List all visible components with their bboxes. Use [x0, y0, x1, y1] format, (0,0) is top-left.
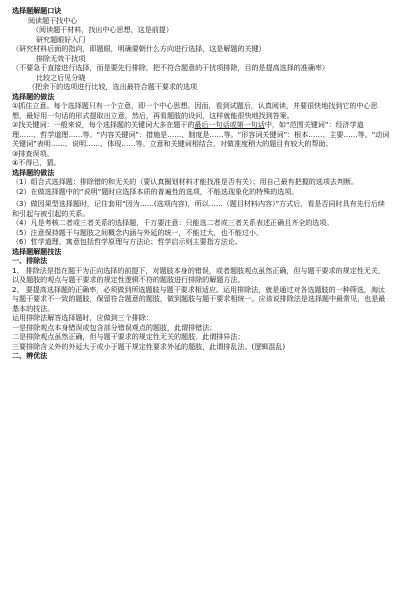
mnemonic-line-1: 阅读题干找中心 [28, 15, 78, 25]
section-heading-2: 选择题的做法 [12, 167, 55, 177]
mnemonic-note-2: （研究材料后面的指向，即题眼，明确要朝什么方向进行选择，这是解题的关键） [12, 44, 266, 53]
method-paragraph-3: ③排查误项。 [12, 148, 54, 158]
exclusion-paragraph-1: 1、 排除法是指在题干为正向选择的前提下，对题肢本身的错误，或者题肢观点虽然正确，但与题干要求的规定性无关，以及题肢的观点与题干要求的规定性逻辑不符的题肢进行排除的解题方法。 [12, 265, 385, 284]
tip-3: （3）做因果型选择题时，记住套用“因为……(选项内容)，所以……（题目材料内容）”方式后，看是否同时具有先行后续和引起与被引起的关系。 [12, 199, 385, 218]
mnemonic-line-2: 研究题眼好入门 [36, 34, 86, 44]
exclusion-paragraph-2: 2、 要提高选择题的正确率，必须做到所选题肢与题干要求相适应。运用排除法，就是通过对各选题肢的一种筛选，淘汰与题干要求不一致的题肢，保留符合题意的题肢，做到题肢与题干要求相统一。应该说排除法是选择题中最常见，也是最基本的技法。 [12, 284, 386, 313]
tip-2: （2）在做选择题中的“说明”题时应选择本质的普遍性的选项，不能选现象化的特殊的选项。 [12, 186, 299, 196]
exclusion-intro: 运用排除法解答选择题时，应做到三个排除： [12, 313, 153, 322]
section-heading-3: 选择题解题技法 [12, 246, 62, 256]
method-paragraph-1: ①抓住立意。每个选择题只有一个立意，即一个中心思想。因而，看到试题后，认真阅读，并要很快地找到它的中心思想，最好用一句话的形式提取出立意，然后，再看题肢的设问，这样就能很快地找到答案。 [12, 101, 378, 120]
tip-4: （4）凡是考核二者或三者关系的选择题，千万要注意：只能选二者或三者关系表述正确且齐全的选项。 [12, 218, 334, 227]
tip-6: （6）哲学道理、寓意包括哲学原理与方法论；哲学启示则主要指方法论。 [12, 237, 242, 246]
subheading-discrimination: 二、辨优法 [12, 351, 48, 360]
mnemonic-note-4: （把余下的选项进行比较，选出最符合题干要求的选项 [28, 82, 198, 91]
method-paragraph-2-underlined: 最后一句话或第一句话 [194, 120, 265, 129]
mnemonic-note-3: （不要急于直接进行选择，而是要先行排除，把不符合题意的干扰项排除，目的是提高选择的准确率） [12, 63, 329, 72]
method-paragraph-2 [12, 120, 390, 149]
exclusion-rule-1: 一是排除观点本身错误或包含部分错误观点的题肢，此谓排错法； [12, 322, 217, 332]
section-heading-1: 选择题的做法 [12, 91, 55, 101]
exclusion-rule-3: 三要排除含义外的外延大于或小于题干规定性要求外延的题肢，此谓排乱法。(逻辑混乱) [12, 341, 286, 351]
exclusion-rule-2: 二是排除观点虽然正确，但与题干要求的规定性无关的题肢，此谓排异法； [12, 332, 245, 341]
mnemonic-line-4: 比较之后见分晓 [36, 72, 86, 82]
method-paragraph-2-part-b: 中，如“范围关键词”：经济学道理……、哲学道理……等。“内容关键词”：措施是……、制度是……等。“形容词关键词”：根本……、主要……等。“动词关键词”表明……、说明……、体现……等。立意和关键词相结合，对做准度稍大的题目有较大的帮助。 [12, 120, 390, 148]
method-paragraph-4: ④不得已，猜。 [12, 158, 61, 167]
tip-1: （1）组合式选择题：排除错的和无关的（要认真圈划材料才能找准是否有关）；用自己最有把握的选项去判断。 [12, 177, 359, 186]
subheading-exclusion: 一、排除法 [12, 256, 48, 265]
tip-5: （5）注意保持题干与题肢之间概念内涵与外延的统一，不能过大，也不能过小。 [12, 227, 263, 237]
mnemonic-line-3: 排除无效干扰项 [36, 53, 86, 63]
method-paragraph-2-part-a: ②找关键词：一般来说，每个选择题的关键词大多在题干的 [12, 120, 195, 129]
mnemonic-note-1: （阅读题干材料，找出中心思想，这是前提） [32, 25, 173, 34]
mnemonic-title: 选择题解题口诀 [12, 6, 62, 15]
